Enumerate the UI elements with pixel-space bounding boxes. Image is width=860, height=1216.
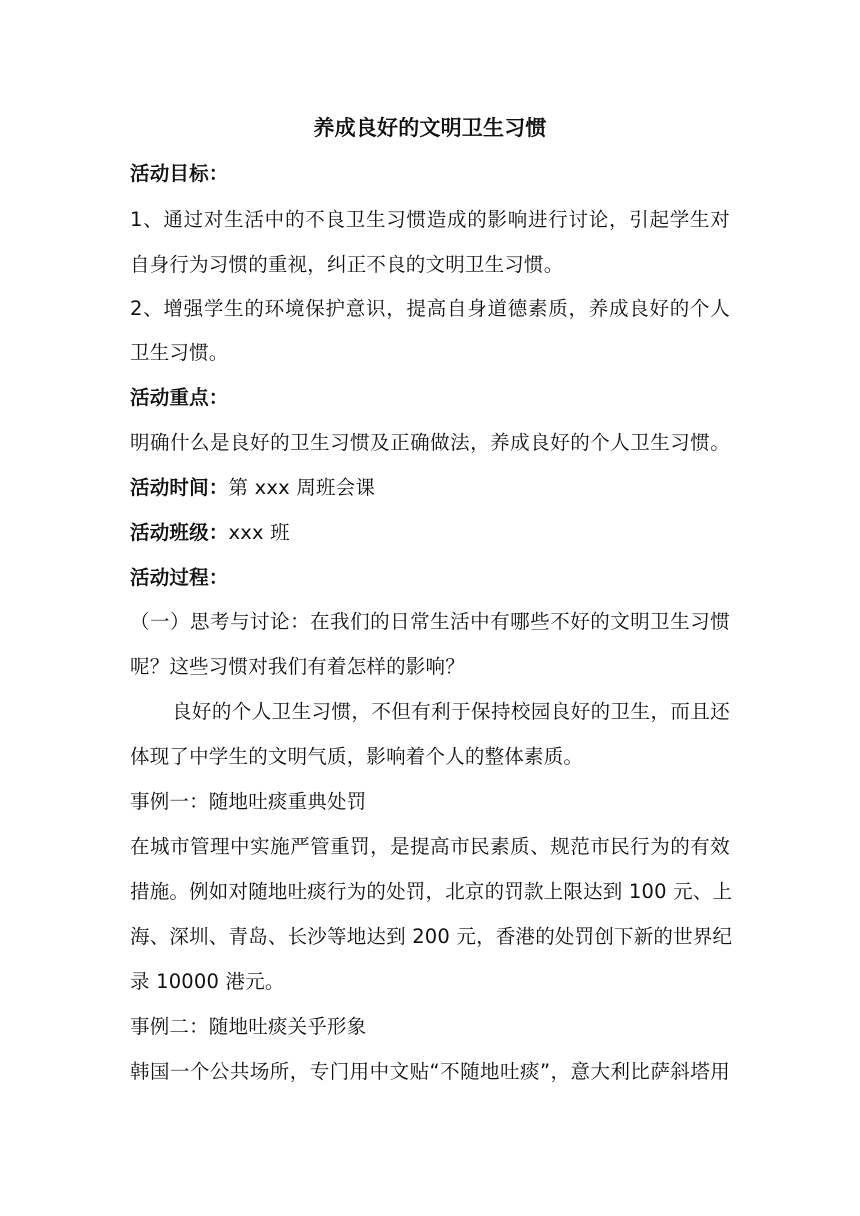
focus-heading: 活动重点： — [130, 386, 229, 409]
time-value: 第 xxx 周班会课 — [228, 476, 376, 499]
process-heading: 活动过程： — [130, 566, 229, 589]
time-label: 活动时间： — [130, 476, 229, 499]
document-title: 养成良好的文明卫生习惯 — [313, 116, 547, 140]
case-1-title: 事例一：随地吐痰重典处罚 — [130, 790, 367, 813]
class-label: 活动班级： — [130, 521, 229, 544]
goal-2-line-2: 卫生习惯。 — [130, 341, 229, 364]
case-1-line-1: 在城市管理中实施严管重罚，是提高市民素质、规范市民行为的有效 — [130, 835, 730, 858]
paragraph-line-1: 良好的个人卫生习惯，不但有利于保持校园良好的卫生，而且还 — [172, 700, 730, 723]
focus-text: 明确什么是良好的卫生习惯及正确做法，养成良好的个人卫生习惯。 — [130, 431, 730, 454]
goal-heading: 活动目标： — [130, 162, 229, 185]
case-1-line-3: 海、深圳、青岛、长沙等地达到 200 元，香港的处罚创下新的世界纪 — [130, 925, 733, 948]
paragraph-line-2: 体现了中学生的文明气质，影响着个人的整体素质。 — [130, 745, 584, 768]
case-1-line-4: 录 10000 港元。 — [130, 970, 285, 993]
activity-class — [130, 519, 290, 547]
discussion-line-1: （一）思考与讨论：在我们的日常生活中有哪些不好的文明卫生习惯 — [130, 610, 730, 633]
case-2-title: 事例二：随地吐痰关乎形象 — [130, 1015, 367, 1038]
case-1-line-2: 措施。例如对随地吐痰行为的处罚，北京的罚款上限达到 100 元、上 — [130, 880, 733, 903]
class-value: xxx 班 — [228, 521, 290, 544]
goal-1-line-1: 1、通过对生活中的不良卫生习惯造成的影响进行讨论，引起学生对 — [130, 208, 730, 231]
discussion-line-2: 呢？这些习惯对我们有着怎样的影响？ — [130, 655, 465, 678]
case-2-line-1: 韩国一个公共场所，专门用中文贴“不随地吐痰”，意大利比萨斜塔用 — [130, 1060, 730, 1083]
goal-2-line-1: 2、增强学生的环境保护意识，提高自身道德素质，养成良好的个人 — [130, 297, 730, 320]
goal-1-line-2: 自身行为习惯的重视，纠正不良的文明卫生习惯。 — [130, 253, 564, 276]
activity-time — [130, 474, 375, 502]
